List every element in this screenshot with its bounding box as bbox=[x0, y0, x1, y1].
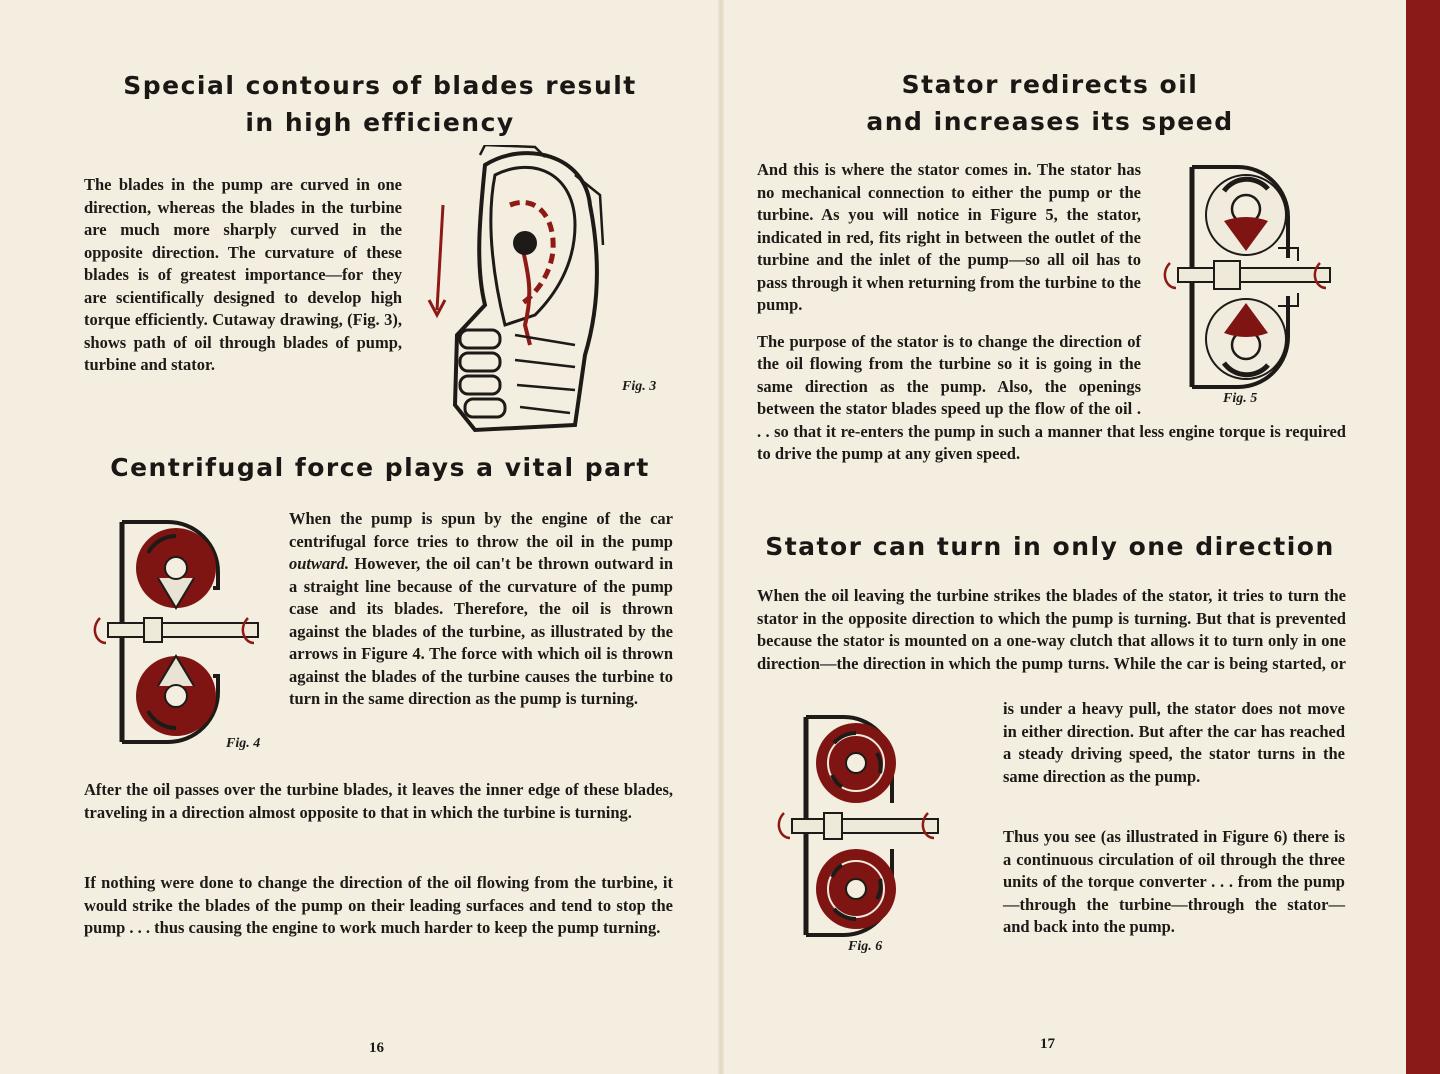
emphasis-outward: outward. bbox=[289, 554, 350, 573]
figure-6-diagram bbox=[772, 713, 942, 939]
heading-line: Special contours of blades result bbox=[123, 71, 637, 100]
heading-centrifugal-force: Centrifugal force plays a vital part bbox=[110, 453, 650, 482]
paragraph-turbine-blades: After the oil passes over the turbine blades, it leaves the inner edge of these blades, traveling in a direction almost opposite to that in which the turbine is turning. bbox=[84, 780, 673, 822]
heading-line: and increases its speed bbox=[866, 107, 1234, 136]
heading-stator-one-direction: Stator can turn in only one direction bbox=[765, 532, 1335, 561]
paragraph-nothing-done: If nothing were done to change the direction of the oil flowing from the turbine, it would strike the blades of the pump on their leading surfaces and tend to stop the pump . . . thus causing the engine to work much harder to keep the pump turning. bbox=[84, 873, 673, 937]
heading-stator-redirects bbox=[750, 66, 1350, 140]
paragraph-heavy-pull: is under a heavy pull, the stator does not move in either direction. But after the car has reached a steady driving speed, the stator turns in the same direction as the pump. bbox=[1003, 699, 1345, 786]
book-edge-band bbox=[1406, 0, 1440, 1074]
paragraph-centrifugal bbox=[289, 508, 673, 711]
page-number-right: 17 bbox=[1040, 1036, 1055, 1052]
figure-4-diagram bbox=[88, 518, 266, 746]
paragraph-continuous-circulation: Thus you see (as illustrated in Figure 6) there is a continuous circulation of oil through the three units of the torque converter . . . from the pump—through the turbine—through the stator—and back into the pump. bbox=[1003, 827, 1345, 936]
figure-6-label: Fig. 6 bbox=[848, 939, 883, 954]
heading-line: Stator redirects oil bbox=[901, 70, 1199, 99]
page-number-left: 16 bbox=[369, 1040, 384, 1056]
figure-3-label: Fig. 3 bbox=[622, 379, 657, 394]
book-spine bbox=[718, 0, 724, 1074]
text: However, the oil can't be thrown outward in a straight line because of the curvature of the pump case and its blades. Therefore, the oil is thrown against the blades of the turbine, as illustrated by the arrows in Figure 4. The force with which oil is thrown against the blades of the turbine causes the turbine to turn in the same direction as the pump is turning. bbox=[289, 554, 673, 708]
figure-5-label: Fig. 5 bbox=[1223, 391, 1258, 406]
paragraph-stator-purpose: The purpose of the stator is to change the direction of the oil flowing from the turbine so it is going in the same direction as the pump. Also, the openings between the stator blades speed up the flow of the oil . . . so that it re-enters the pump in such a manner that less engine torque is required to drive the pump at any given speed. bbox=[757, 331, 1346, 463]
paragraph-blades: The blades in the pump are curved in one direction, whereas the blades in the turbine are much more sharply curved in the opposite direction. The curvature of these blades is of greatest importance—for they are scientifically designed to develop high torque efficiently. Cutaway drawing, (Fig. 3), shows path of oil through blades of pump, turbine and stator. bbox=[84, 175, 402, 374]
figure-3-cutaway-drawing bbox=[425, 145, 620, 437]
paragraph-stator-comes-in: And this is where the stator comes in. The stator has no mechanical connection to either the pump or the turbine. As you will notice in Figure 5, the stator, indicated in red, fits right in between the outlet of the turbine and the inlet of the pump—so all oil has to pass through it when returning from the turbine to the pump. bbox=[757, 160, 1141, 314]
heading-line: in high efficiency bbox=[245, 108, 515, 137]
paragraph-oil-leaving-turbine: When the oil leaving the turbine strikes the blades of the stator, it tries to turn the stator in the opposite direction to which the pump is turning. But that is prevented because the stator is mounted on a one-way clutch that allows it to turn only in one direction—the direction in which the pump turns. While the car is being started, or bbox=[757, 586, 1346, 673]
heading-special-contours bbox=[80, 67, 680, 141]
figure-5-diagram bbox=[1158, 163, 1333, 391]
figure-4-label: Fig. 4 bbox=[226, 736, 261, 751]
text: When the pump is spun by the engine of the car centrifugal force tries to throw the oil in the pump bbox=[289, 509, 673, 551]
